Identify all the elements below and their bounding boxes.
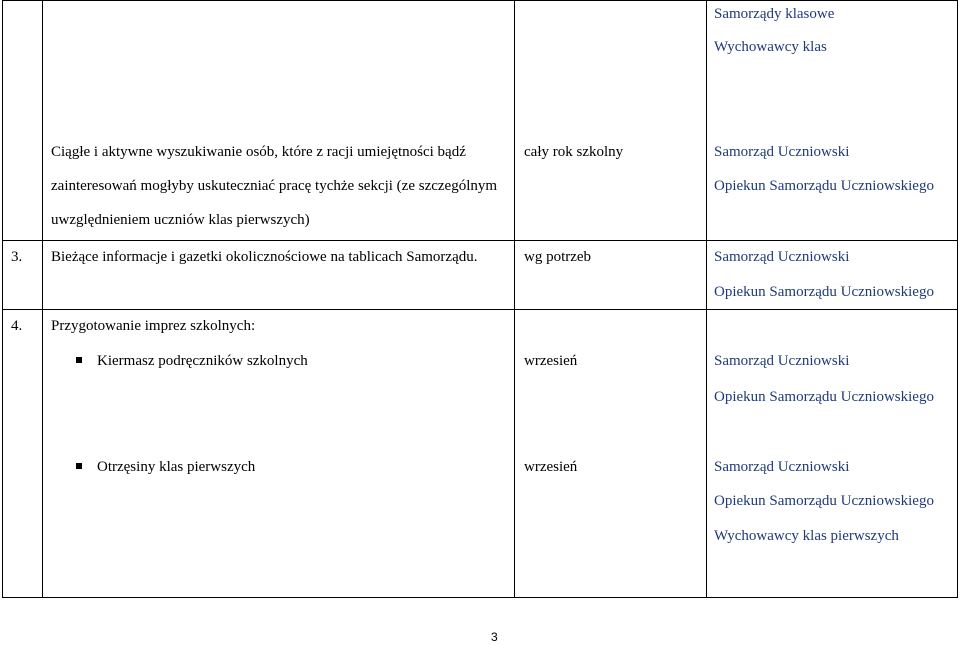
event-term-1: wrzesień — [524, 353, 578, 369]
table-border-right — [957, 0, 958, 598]
column-divider-task — [42, 0, 43, 598]
task-description-line-3: uwzględnieniem uczniów klas pierwszych) — [51, 212, 310, 228]
responsible-top-1: Samorządy klasowe — [714, 6, 835, 22]
event-2-responsible-1: Samorząd Uczniowski — [714, 459, 850, 475]
task-description-line-1: Ciągłe i aktywne wyszukiwanie osób, które z racji umiejętności bądź — [51, 144, 466, 160]
column-divider-term — [514, 0, 515, 598]
row-3-responsible-1: Samorząd Uczniowski — [714, 249, 850, 265]
event-2-responsible-3: Wychowawcy klas pierwszych — [714, 528, 899, 544]
responsible-top-2: Wychowawcy klas — [714, 39, 827, 55]
event-label-2: Otrzęsiny klas pierwszych — [97, 459, 256, 475]
square-bullet-icon — [76, 463, 82, 469]
table-border-top — [2, 0, 958, 1]
event-1-responsible-2: Opiekun Samorządu Uczniowskiego — [714, 389, 934, 405]
event-1-responsible-1: Samorząd Uczniowski — [714, 353, 850, 369]
responsible-line-2: Opiekun Samorządu Uczniowskiego — [714, 178, 934, 194]
event-term-2: wrzesień — [524, 459, 578, 475]
page-number: 3 — [491, 630, 498, 644]
table-border-left — [2, 0, 3, 598]
row-divider-4 — [2, 309, 958, 310]
row-divider-3 — [2, 240, 958, 241]
square-bullet-icon — [76, 357, 82, 363]
task-description-line-2: zainteresowań mogłyby uskuteczniać pracę tychże sekcji (ze szczególnym — [51, 178, 498, 194]
row-4-title: Przygotowanie imprez szkolnych: — [51, 318, 256, 334]
row-3-description: Bieżące informacje i gazetki okolicznościowe na tablicach Samorządu. — [51, 249, 478, 265]
row-number-3: 3. — [11, 249, 23, 265]
column-divider-responsible — [706, 0, 707, 598]
table-border-bottom — [2, 597, 958, 598]
row-number-4: 4. — [11, 318, 23, 334]
task-term: cały rok szkolny — [524, 144, 624, 160]
event-2-responsible-2: Opiekun Samorządu Uczniowskiego — [714, 493, 934, 509]
row-3-term: wg potrzeb — [524, 249, 592, 265]
responsible-line-1: Samorząd Uczniowski — [714, 144, 850, 160]
event-label-1: Kiermasz podręczników szkolnych — [97, 353, 308, 369]
row-3-responsible-2: Opiekun Samorządu Uczniowskiego — [714, 284, 934, 300]
